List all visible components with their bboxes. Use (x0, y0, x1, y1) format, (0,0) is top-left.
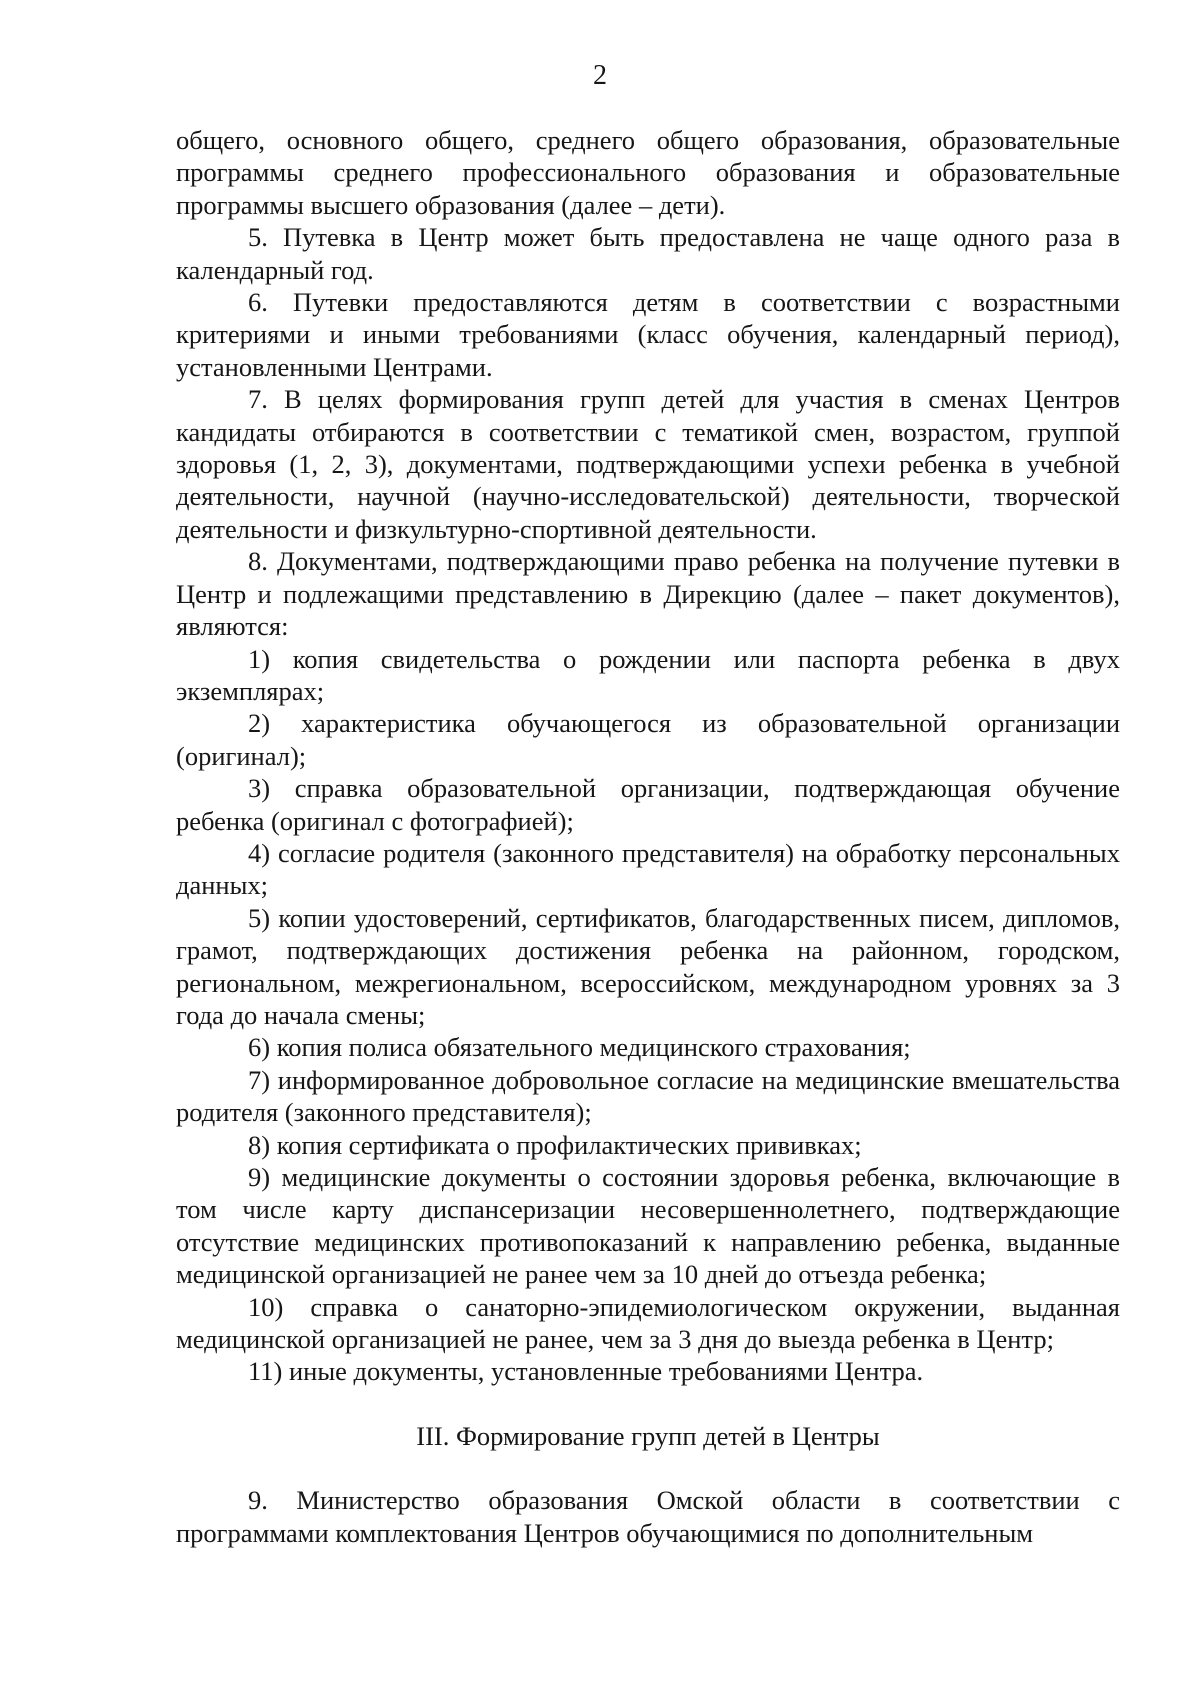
list-item: 3) справка образовательной организации, подтверждающая обучение ребенка (оригинал с фотографией); (176, 773, 1120, 836)
page-number: 2 (593, 60, 607, 91)
list-item: 2) характеристика обучающегося из образовательной организации (оригинал); (176, 708, 1120, 771)
list-item: 7) информированное добровольное согласие на медицинские вмешательства родителя (законного представителя); (176, 1064, 1120, 1128)
spacer (176, 1452, 1120, 1484)
paragraph-continuation: общего, основного общего, среднего общего образования, образовательные программы среднего профессионального образования и образовательные программы высшего образования (далее – дети). (176, 125, 1120, 220)
paragraph-8: 8. Документами, подтверждающими право ребенка на получение путевки в Центр и подлежащими представлению в Дирекцию (далее – пакет документов), являются: (176, 546, 1120, 642)
document-body (176, 124, 1120, 1549)
paragraph-5: 5. Путевка в Центр может быть предоставлена не чаще одного раза в календарный год. (176, 222, 1120, 285)
list-item: 4) согласие родителя (законного представителя) на обработку персональных данных; (176, 837, 1120, 901)
spacer (176, 1388, 1120, 1420)
paragraph-7: 7. В целях формирования групп детей для участия в сменах Центров кандидаты отбираются в соответствии с тематикой смен, возрастом, группой здоровья (1, 2, 3), документами, подтверждающими успехи ребенка в учебной деятельности, научной (научно-исследовательской) деятельности, творческой деятельности и физкультурно-спортивной деятельности. (176, 384, 1120, 544)
list-item: 1) копия свидетельства о рождении или паспорта ребенка в двух экземплярах; (176, 643, 1120, 706)
list-item: 10) справка о санаторно-эпидемиологическом окружении, выданная медицинской организацией не ранее, чем за 3 дня до выезда ребенка в Центр; (176, 1291, 1120, 1355)
list-item: 8) копия сертификата о профилактических прививках; (248, 1129, 862, 1160)
section-heading: III. Формирование групп детей в Центры (416, 1420, 880, 1451)
paragraph-6: 6. Путевки предоставляются детям в соответствии с возрастными критериями и иными требованиями (класс обучения, календарный период), установленными Центрами. (176, 287, 1120, 382)
list-item: 9) медицинские документы о состоянии здоровья ребенка, включающие в том числе карту диспансеризации несовершеннолетнего, подтверждающие отсутствие медицинских противопоказаний к направлению ребенка, выданные медицинской организацией не ранее чем за 10 дней до отъезда ребенка; (176, 1162, 1120, 1290)
list-item: 11) иные документы, установленные требованиями Центра. (248, 1356, 924, 1387)
list-item: 5) копии удостоверений, сертификатов, благодарственных писем, дипломов, грамот, подтверждающих достижения ребенка на районном, городском, региональном, межрегиональном, всероссийском, международном уровнях за 3 года до начала смены; (176, 902, 1120, 1030)
paragraph-9: 9. Министерство образования Омской области в соответствии с программами комплектования Центров обучающимися по дополнительным (176, 1485, 1120, 1548)
list-item: 6) копия полиса обязательного медицинского страхования; (248, 1032, 911, 1063)
document-list (176, 643, 1120, 1388)
